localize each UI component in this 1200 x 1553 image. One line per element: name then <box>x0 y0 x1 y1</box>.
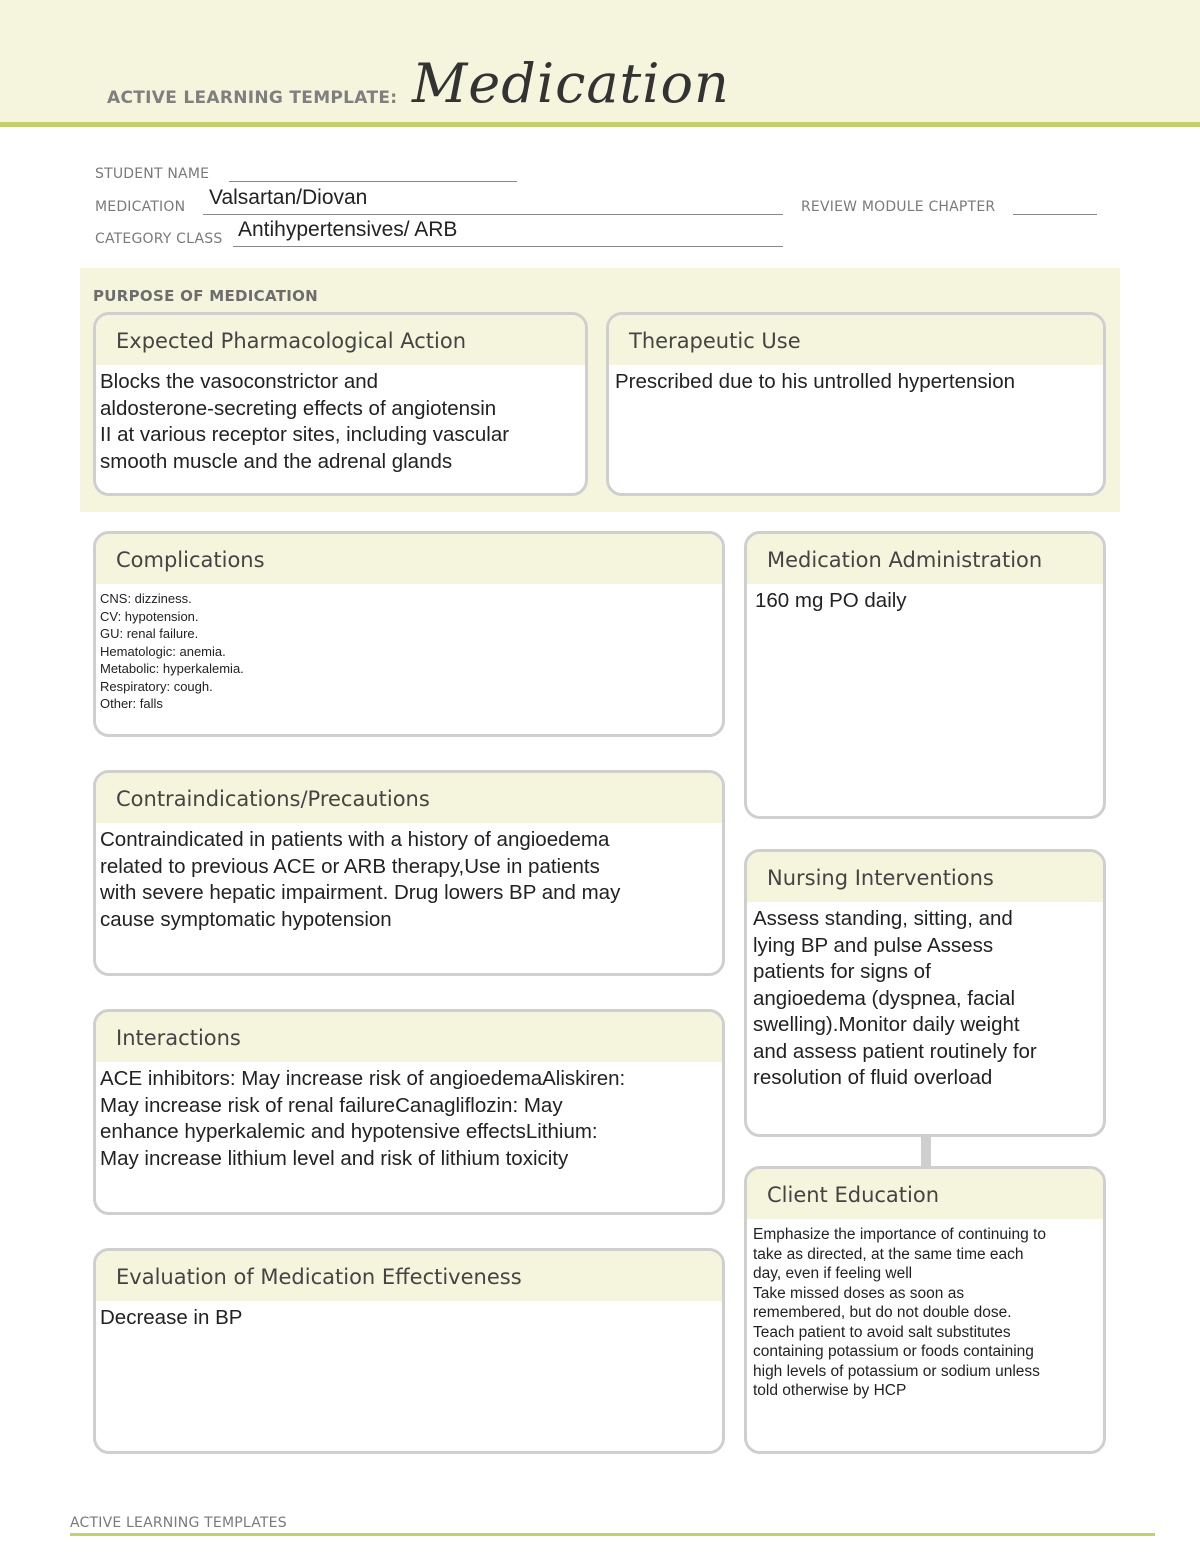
contraindications-card <box>93 770 725 976</box>
interactions-text[interactable]: ACE inhibitors: May increase risk of angioedemaAliskiren: May increase risk of renal failureCanagliflozin: May enhance hyperkalemic and hypotensive effectsLithium: May increase lithium level and risk of lithium toxicity <box>100 1067 626 1170</box>
footer-label: ACTIVE LEARNING TEMPLATES <box>70 1515 287 1531</box>
client-education-card <box>744 1166 1106 1454</box>
header-rule <box>0 122 1200 127</box>
expected-action-text[interactable]: Blocks the vasoconstrictor and aldosterone-secreting effects of angiotensin II at various receptor sites, including vascular smooth muscle and the adrenal glands <box>100 370 510 473</box>
expected-action-title: Expected Pharmacological Action <box>96 315 585 365</box>
medication-field[interactable]: Valsartan/Diovan <box>209 186 368 209</box>
contraindications-text[interactable]: Contraindicated in patients with a history of angioedema related to previous ACE or ARB therapy,Use in patients with severe hepatic impairment. Drug lowers BP and may cause symptomatic hypotension <box>100 828 621 931</box>
medication-line <box>203 213 783 215</box>
nursing-interventions-card <box>744 849 1106 1137</box>
administration-title: Medication Administration <box>747 534 1103 584</box>
evaluation-card <box>93 1248 725 1454</box>
nursing-interventions-title: Nursing Interventions <box>747 852 1103 902</box>
header-label: ACTIVE LEARNING TEMPLATE: <box>107 88 398 108</box>
complications-text[interactable]: CNS: dizziness. CV: hypotension. GU: renal failure. Hematologic: anemia. Metabolic: hyperkalemia. Respiratory: cough. Other: falls <box>100 591 244 711</box>
category-class-field[interactable]: Antihypertensives/ ARB <box>238 218 458 241</box>
review-module-label: REVIEW MODULE CHAPTER <box>801 199 996 215</box>
therapeutic-use-card <box>606 312 1106 496</box>
purpose-label: PURPOSE OF MEDICATION <box>93 287 319 305</box>
evaluation-title: Evaluation of Medication Effectiveness <box>96 1251 722 1301</box>
administration-card <box>744 531 1106 819</box>
category-class-line <box>233 245 783 247</box>
complications-title: Complications <box>96 534 722 584</box>
review-module-line <box>1013 213 1097 215</box>
interactions-title: Interactions <box>96 1012 722 1062</box>
card-connector <box>921 1134 931 1166</box>
administration-text[interactable]: 160 mg PO daily <box>755 589 907 612</box>
complications-card <box>93 531 725 737</box>
category-class-label: CATEGORY CLASS <box>95 231 223 247</box>
contraindications-title: Contraindications/Precautions <box>96 773 722 823</box>
student-name-label: STUDENT NAME <box>95 166 210 182</box>
expected-action-card <box>93 312 588 496</box>
interactions-card <box>93 1009 725 1215</box>
nursing-interventions-text[interactable]: Assess standing, sitting, and lying BP and pulse Assess patients for signs of angioedema (dyspnea, facial swelling).Monitor daily weight and assess patient routinely for resolution of fluid overload <box>753 907 1037 1089</box>
page-title: Medication <box>412 52 730 115</box>
evaluation-text[interactable]: Decrease in BP <box>100 1306 243 1329</box>
client-education-text[interactable]: Emphasize the importance of continuing to take as directed, at the same time each day, even if feeling well Take missed doses as soon as remembered, but do not double dose. Teach patient to avoid salt substitutes containing potassium or foods containing high levels of potassium or sodium unless told otherwise by HCP <box>753 1226 1046 1399</box>
student-name-line <box>229 180 517 182</box>
client-education-title: Client Education <box>747 1169 1103 1219</box>
medication-label: MEDICATION <box>95 199 186 215</box>
therapeutic-use-text[interactable]: Prescribed due to his untrolled hypertension <box>615 370 1015 393</box>
therapeutic-use-title: Therapeutic Use <box>609 315 1103 365</box>
footer-rule <box>70 1533 1155 1536</box>
